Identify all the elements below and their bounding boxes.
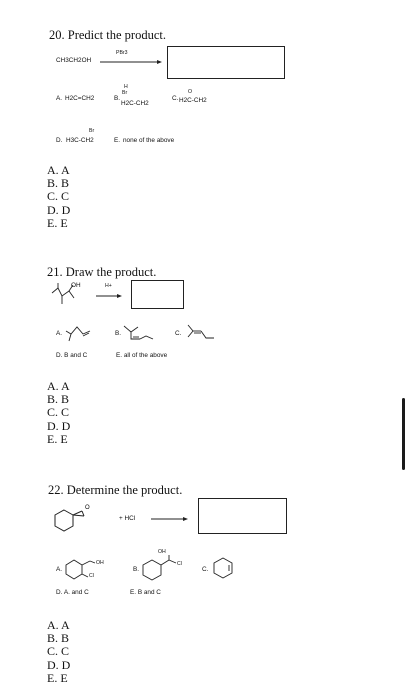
q22-option-a-oh: OH bbox=[96, 560, 104, 566]
q20-choice-e[interactable]: E. E bbox=[47, 215, 68, 230]
q22-title: 22. Determine the product. bbox=[48, 483, 183, 497]
q22-choice-a[interactable]: A. A bbox=[47, 618, 70, 632]
q22-choices bbox=[47, 619, 70, 685]
q22-choice-e[interactable]: E. E bbox=[47, 670, 68, 685]
q20-option-e-text: none of the above bbox=[123, 137, 175, 144]
q20-option-a-structure: H2C=CH2 bbox=[65, 95, 95, 102]
q20-option-e-label: E. bbox=[114, 137, 121, 144]
q22-answer-box bbox=[198, 498, 287, 534]
q21-reagent: H+ bbox=[105, 283, 112, 289]
q20-option-b-label: B. bbox=[114, 95, 121, 102]
q20-option-d-br: Br bbox=[89, 128, 95, 134]
q22-option-b-label: B. bbox=[133, 566, 140, 573]
q20-option-b-h: H bbox=[124, 84, 128, 90]
q20-option-c-structure: H2C-CH2 bbox=[179, 97, 207, 104]
q21-choice-e[interactable]: E. E bbox=[47, 431, 68, 446]
q22-option-a-cl: Cl bbox=[89, 573, 94, 579]
vertical-scrollbar[interactable] bbox=[402, 398, 405, 470]
q20-option-a-label: A. bbox=[56, 95, 63, 102]
q20-choice-a[interactable]: A. A bbox=[47, 163, 70, 177]
q22-option-e-text: E. B and C bbox=[130, 589, 161, 596]
q21-choice-b[interactable]: B. B bbox=[47, 392, 70, 407]
q21-option-a-label: A. bbox=[56, 330, 63, 337]
q20-option-d-label: D. bbox=[56, 137, 63, 144]
q21-option-d-text: D. B and C bbox=[56, 352, 88, 359]
q22-option-c-label: C. bbox=[202, 566, 209, 573]
q22-option-b-cl: Cl bbox=[177, 561, 182, 567]
q20-option-c-label: C. bbox=[172, 95, 179, 102]
q20-option-d-structure: H3C-CH2 bbox=[66, 137, 94, 144]
q20-option-c-o: O bbox=[188, 89, 193, 95]
q20-reagent: PBr3 bbox=[116, 50, 128, 56]
q21-oh-label: OH bbox=[71, 282, 81, 289]
q21-option-b-label: B. bbox=[115, 330, 122, 337]
q21-option-c-structure bbox=[188, 320, 228, 344]
q21-choice-d[interactable]: D. D bbox=[47, 418, 71, 433]
q20-answer-box bbox=[167, 46, 285, 79]
q21-choices bbox=[47, 380, 70, 446]
q20-choice-c[interactable]: C. C bbox=[47, 189, 70, 204]
q22-option-b-structure bbox=[140, 550, 190, 584]
q22-option-c-structure bbox=[212, 556, 238, 582]
q20-title: 20. Predict the product. bbox=[49, 28, 166, 42]
q22-choice-c[interactable]: C. C bbox=[47, 644, 70, 659]
svg-text:O: O bbox=[85, 505, 90, 511]
q21-option-b-structure bbox=[124, 322, 166, 344]
q20-option-b-structure: H2C-CH2 bbox=[121, 100, 149, 107]
q21-answer-box bbox=[131, 280, 184, 309]
q20-reaction-arrow bbox=[100, 60, 162, 66]
q22-option-a-structure bbox=[64, 554, 114, 584]
q22-reagent: + HCl bbox=[119, 515, 136, 522]
q21-option-e-text: E. all of the above bbox=[116, 352, 168, 359]
q21-reaction-arrow bbox=[96, 294, 122, 300]
q20-choices bbox=[47, 164, 70, 230]
q20-choice-b[interactable]: B. B bbox=[47, 176, 70, 191]
q21-option-a-structure bbox=[66, 324, 106, 344]
q20-reactant: CH3CH2OH bbox=[56, 57, 92, 64]
q20-choice-d[interactable]: D. D bbox=[47, 202, 71, 217]
q21-choice-a[interactable]: A. A bbox=[47, 379, 70, 393]
q22-reactant-epoxide-structure bbox=[52, 500, 98, 540]
q21-title: 21. Draw the product. bbox=[47, 265, 157, 279]
q22-option-b-oh: OH bbox=[158, 549, 166, 555]
q22-option-a-label: A. bbox=[56, 566, 63, 573]
q21-choice-c[interactable]: C. C bbox=[47, 405, 70, 420]
q22-reaction-arrow bbox=[151, 517, 188, 523]
q22-option-d-text: D. A. and C bbox=[56, 589, 89, 596]
q22-choice-d[interactable]: D. D bbox=[47, 657, 71, 672]
q20-option-b-br: Br bbox=[122, 90, 128, 96]
q22-choice-b[interactable]: B. B bbox=[47, 631, 70, 646]
q21-option-c-label: C. bbox=[175, 330, 182, 337]
